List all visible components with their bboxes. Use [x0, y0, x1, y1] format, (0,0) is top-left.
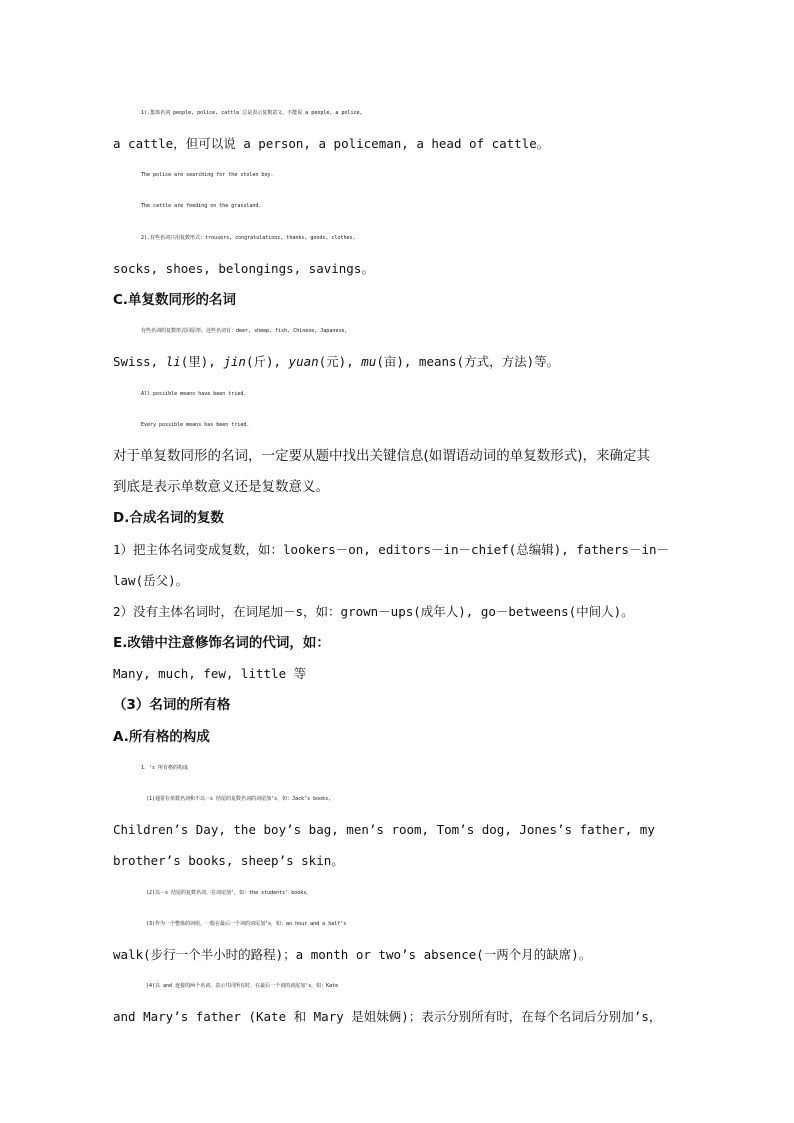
italic-word: mu [361, 354, 377, 369]
section-heading: E.改错中注意修饰名词的代词，如： [113, 635, 330, 651]
italic-word: jin [223, 354, 246, 369]
text-line: Many, much, few, little 等 [113, 666, 307, 681]
section-heading: C.单复数同形的名词 [113, 292, 237, 308]
text-line: (4)以 and 连接的两个名词，表示共同所有时，在最后一个词的词尾加‘s，如：Kate [146, 983, 339, 989]
text-line: 2).有些名词只用复数形式：trousers, congratulations, thanks, goods, clothes, [141, 235, 356, 241]
text-line: socks, shoes, belongings, savings。 [113, 261, 374, 276]
text-line-swiss [113, 353, 683, 371]
text-fragment: (斤), [245, 354, 289, 369]
text-line: (3)作为一个整体的词组，一般在最后一个词的词尾加‘s，如：an hour and a half’s [146, 921, 347, 927]
text-line: 1．‘s 所有格的构成 [141, 765, 189, 771]
text-line: 对于单复数同形的名词，一定要从题中找出关键信息(如谓语动词的单复数形式)，来确定其 [113, 448, 651, 464]
italic-word: yuan [288, 354, 319, 369]
text-fragment: (里), [180, 354, 224, 369]
section-heading: D.合成名词的复数 [113, 510, 224, 526]
example-sentence: The cattle are feeding on the grassland. [141, 203, 262, 209]
section-heading: A.所有格的构成 [113, 729, 210, 745]
text-fragment: Swiss, [113, 354, 166, 369]
text-line: 到底是表示单数意义还是复数意义。 [113, 479, 329, 495]
example-sentence: The police are searching for the stolen boy. [141, 172, 274, 178]
text-line: and Mary’s father (Kate 和 Mary 是姐妹俩)；表示分别所有时，在每个名词后分别加’s， [113, 1009, 662, 1024]
text-line: law(岳父)。 [113, 573, 189, 588]
example-sentence: Every possible means has been tried. [141, 422, 250, 428]
text-line: a cattle，但可以说 a person, a policeman, a head of cattle。 [113, 136, 550, 151]
section-heading: （3）名词的所有格 [113, 697, 231, 713]
text-line: 1）把主体名词变成复数，如：lookers－on, editors－in－chief(总编辑), fathers－in－ [113, 542, 670, 557]
text-line: 2）没有主体名词时，在词尾加－s，如：grown－ups(成年人), go－betweens(中间人)。 [113, 604, 634, 619]
text-line: (2)以－s 结尾的复数名词，在词尾加‘，如：the students’ books。 [146, 890, 312, 896]
italic-word: li [165, 354, 181, 369]
text-line: brother’s books, sheep’s skin。 [113, 853, 344, 868]
text-fragment: (亩), means(方式，方法)等。 [376, 354, 560, 369]
text-line: 1).集体名词 people, police, cattle 总是表示复数意义，不能说 a people, a police, [141, 110, 363, 116]
example-sentence: All possible means have been tried. [141, 391, 247, 397]
text-line: Children’s Day, the boy’s bag, men’s room, Tom’s dog, Jones’s father, my [113, 822, 655, 837]
text-line: walk(步行一个半小时的路程)；a month or two’s absence(一两个月的缺席)。 [113, 947, 592, 962]
text-line: (1)通常在单数名词和不以－s 结尾的复数名词的词尾加‘s，如：Jack’s books, [146, 796, 332, 802]
text-fragment: (元), [318, 354, 362, 369]
text-line: 有些名词的复数形式同原形。这些名词有：deer, sheep, fish, Chinese, Japanese, [141, 328, 348, 334]
